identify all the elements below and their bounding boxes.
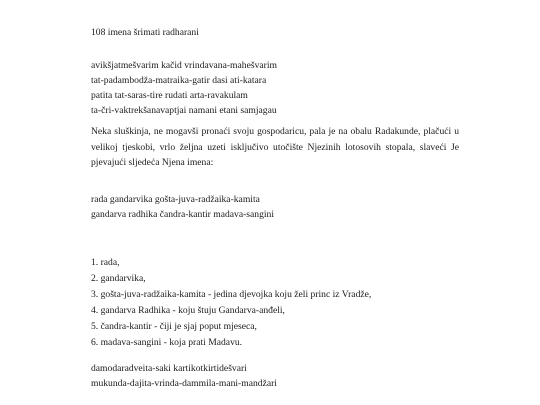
translation-paragraph: Neka sluškinja, ne mogavši pronaći svoju gospodaricu, pala je na obalu Radakunde, plačući u velikoj tjeskobi, vrlo željna uzeti isključivo utočište Njezinih lotosovih stopala, slaveći Je pjevajući sljedeća Njena imena: (91, 126, 459, 168)
list-item: 2. gandarvika, (91, 273, 146, 284)
document-title: 108 imena šrimati radharani (91, 27, 199, 38)
verse-line: tat-padambodža-matraika-gatir dasi ati-katara (91, 75, 267, 86)
verse-line: ta-čri-vaktrekšanavaptjai namani etani samjagau (91, 105, 277, 116)
closing-verse (91, 361, 277, 391)
list-item: 4. gandarva Radhika - koju štuju Gandarva-anđeli, (91, 305, 285, 316)
verse-line: mukunda-dajita-vrinda-dammila-mani-mandžari (91, 378, 277, 389)
list-item: 1. rada, (91, 257, 120, 268)
verse-line: damodaradveita-saki kartikotkirtidešvari (91, 363, 247, 374)
list-item: 3. gošta-juva-radžaika-kamita - jedina djevojka koju želi princ iz Vradže, (91, 289, 372, 300)
opening-verse (91, 58, 277, 118)
verse-line: patita tat-saras-tire rudati arta-ravakulam (91, 90, 248, 101)
list-item: 5. čandra-kantir - čiji je sjaj poput mjeseca, (91, 321, 257, 332)
verse-line: gandarva radhika čandra-kantir madava-sangini (91, 209, 274, 220)
verse-line: rada gandarvika gošta-juva-radžaika-kamita (91, 194, 260, 205)
names-list (91, 255, 371, 351)
verse-line: avikšjatmešvarim kačid vrindavana-mahešvarim (91, 60, 277, 71)
list-item: 6. madava-sangini - koja prati Madavu. (91, 337, 243, 348)
names-verse (91, 192, 274, 222)
